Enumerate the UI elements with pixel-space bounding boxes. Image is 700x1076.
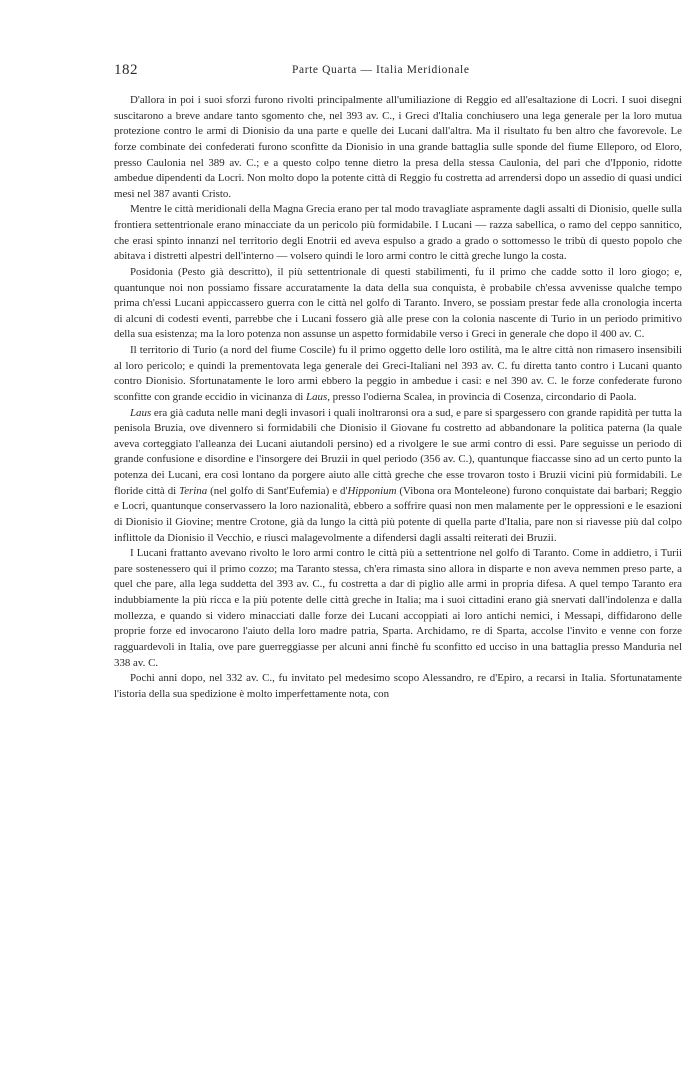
running-head: Parte Quarta — Italia Meridionale — [292, 64, 470, 76]
paragraph — [114, 343, 682, 406]
text-run: Il territorio di Turio (a nord del fiume Coscile) fu il primo oggetto delle loro ostilità, ma le altre città non rimasero insensibili al loro pericolo; e quindi la prementovata lega generale dei Greci-Italiani nel 393 av. C. fu diretta tanto contro i Lucani quanto contro Dionisio. Sfortunatamente le loro armi ebbero la peggio in ambedue i casi: e nel 390 av. C. le forze confederate furono sconfitte con grande eccidio in vicinanza di — [114, 344, 682, 403]
italic-place-name: Laus — [306, 390, 328, 403]
italic-place-name: Hipponium — [347, 484, 397, 497]
italic-place-name: Laus — [130, 406, 152, 419]
paragraph — [114, 202, 682, 265]
text-run: (nel golfo di Sant'Eufemia) e d' — [207, 484, 348, 497]
text-run: , presso l'odierna Scalea, in provincia di Cosenza, circondario di Paola. — [327, 390, 637, 403]
page-number: 182 — [114, 62, 138, 78]
text-run: D'allora in poi i suoi sforzi furono rivolti principalmente all'umiliazione di Reggio ed all'esaltazione di Locri. I suoi disegni suscitarono a breve andare tanto sgomento che, nel 393 av. C., i Greci d'Italia conchiusero una lega generale per la loro mutua protezione contro le armi di Dionisio da una parte e quelle dei Lucani dall'altra. Ma il risultato fu ben altro che favorevole. Le forze combinate dei confederati furono sconfitte da Dionisio in una grande battaglia sulle sponde del fiume Elleporo, od Eloro, presso Caulonia nel 389 av. C.; e a questo colpo tenne dietro la presa della stessa Caulonia, del pari che d'Ipponio, ridotte ambedue dipendenti da Locri. Non molto dopo la potente città di Reggio fu costretta ad arrendersi dopo un assedio di quasi undici mesi nel 387 avanti Cristo. — [114, 94, 682, 200]
paragraph — [114, 93, 682, 202]
text-run: Posidonia (Pesto già descritto), il più settentrionale di questi stabilimenti, fu il primo che cadde sotto il loro giogo; e, quantunque noi non possiamo fissare accuratamente la data della sua conquista, è probabile ch'essa avvenisse qualche tempo prima ch'essi Lucani appiccassero guerra con le città nel golfo di Taranto. Invero, se possiam prestar fede alla cronologia incerta di alcuni di codesti eventi, parrebbe che i Lucani fossero già alle prese con la colonia nascente di Turio in un periodo primitivo della sua esistenza; ma la loro potenza non assunse un aspetto formidabile verso i Greci in generale che dopo il 400 av. C. — [114, 265, 682, 341]
text-run: I Lucani frattanto avevano rivolto le loro armi contro le città più a settentrione nel golfo di Taranto. Come in addietro, i Turii pare sostenessero qui il primo cozzo; ma Taranto stessa, ch'era rimasta sino allora in disparte e non aveva nemmen preso parte, a quel che pare, alla lega suddetta del 393 av. C., fu costretta a dar di piglio alle armi in propria difesa. A quel tempo Taranto era indubbiamente la più ricca e la più potente delle città greche in Italia; ma i suoi cittadini erano già snervati dall'indolenza e dalla mollezza, e quando si videro minacciati dalle forze dei Lucani accoppiati ai loro antichi nemici, i Messapi, diffidarono delle proprie forze ed invocarono l'aiuto della loro madre patria, Sparta. Archidamo, re di Sparta, accolse l'invito e venne con forze ragguardevoli in Italia, ove pare guerreggiasse per alcuni anni finchè fu sconfitto ed ucciso in una battaglia presso Manduria nel 338 av. C. — [114, 547, 682, 669]
paragraph — [114, 406, 682, 547]
text-run: Mentre le città meridionali della Magna Grecia erano per tal modo travagliate aspramente dagli assalti di Dionisio, quelle sulla frontiera settentrionale erano minacciate da un pericolo più formidabile. I Lucani — razza sabellica, o ramo del ceppo sannitico, che erasi spinto innanzi nel territorio degli Enotrii ed aveva espulso a grado a grado o sottomesso le tribù di questo popolo che abitava i distretti alpestri dell'interno — volsero quindi le loro armi contro le città greche lungo la costa. — [114, 203, 682, 263]
paragraph — [114, 546, 682, 671]
paragraph — [114, 671, 682, 702]
text-run: (Vibona ora Monteleone) furono conquistate dai barbari; Reggio e Locri, quantunque conservassero la loro nazionalità, ebbero a soffrire quasi non men malamente per le oppressioni e le esazioni di Dionisio il Giovine; mentre Crotone, già da lungo la città più potente di quella parte d'Italia, pare non si riavesse più dal colpo inflittole da Dionisio il Vecchio, e riuscì malagevolmente a difendersi dagli assalti reiterati dei Bruzii. — [114, 484, 682, 544]
body-text — [114, 93, 682, 702]
text-run: era già caduta nelle mani degli invasori i quali inoltraronsi ora a sud, e pare si spargessero con grande rapidità per tutta la penisola Bruzia, ove divennero sì formidabili che Dionisio il Giovane fu costretto ad abbandonare la politica paterna (la quale aveva corteggiato l'alleanza dei Lucani aiutandoli persino) ed a rivolgere le sue armi contro di essi. Pare seguisse un periodo di grande confusione e disordine e l'insorgere dei Bruzii in quel periodo (356 av. C.), quantunque fiaccasse sino ad un certo punto la potenza dei Lucani, era così lontano da porgere aiuto alle città greche che esse trovaron tosto i Bruzii vicini più formidabili. Le floride città di — [114, 406, 682, 497]
page-header — [114, 62, 682, 82]
italic-place-name: Terina — [179, 484, 208, 497]
paragraph — [114, 265, 682, 343]
text-run: Pochi anni dopo, nel 332 av. C., fu invitato pel medesimo scopo Alessandro, re d'Epiro, a recarsi in Italia. Sfortunatamente l'istoria della sua spedizione è molto imperfettamente nota, con — [114, 672, 682, 700]
